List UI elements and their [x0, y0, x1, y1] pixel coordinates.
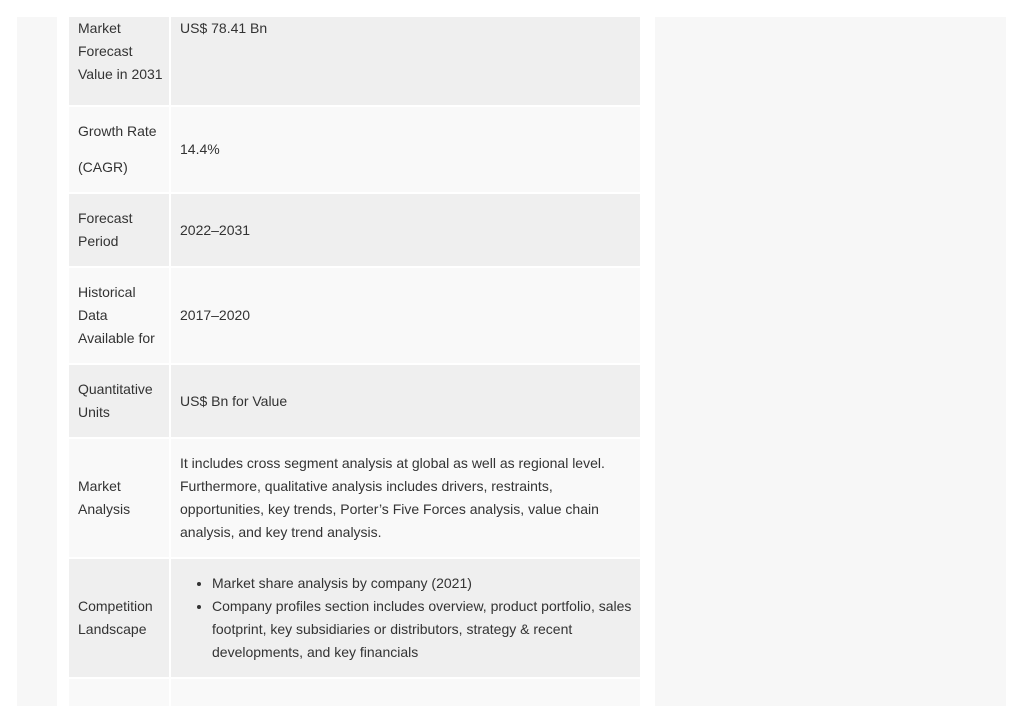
row-label: Forecast Period	[69, 193, 170, 267]
table-row	[69, 364, 640, 438]
right-sidebar	[655, 17, 1006, 706]
row-value	[170, 678, 640, 706]
table-row	[69, 267, 640, 364]
left-gutter	[17, 17, 57, 706]
row-label	[69, 106, 170, 193]
row-value: It includes cross segment analysis at global as well as regional level. Furthermore, qualitative analysis includes drivers, restraints, opportunities, key trends, Porter’s Five Forces analysis, value chain analysis, and key trend analysis.	[170, 438, 640, 558]
table-row	[69, 106, 640, 193]
row-label	[69, 678, 170, 706]
row-label: Market Analysis	[69, 438, 170, 558]
market-report-table	[69, 17, 640, 706]
row-value: US$ 78.41 Bn	[170, 17, 640, 106]
row-value: 2022–2031	[170, 193, 640, 267]
bullet-list	[180, 572, 634, 664]
row-value: US$ Bn for Value	[170, 364, 640, 438]
table-row	[69, 438, 640, 558]
list-item: • Market share analysis by company (2021)	[212, 572, 634, 595]
list-item: • Company profiles section includes overview, product portfolio, sales footprint, key subsidiaries or distributors, strategy & recent developments, and key financials	[212, 595, 634, 664]
row-label: Historical Data Available for	[69, 267, 170, 364]
table-row	[69, 193, 640, 267]
row-label-line: (CAGR)	[78, 159, 128, 175]
row-value: 2017–2020	[170, 267, 640, 364]
row-label: Market Forecast Value in 2031	[69, 17, 170, 106]
report-main-column	[57, 17, 644, 706]
table-row	[69, 678, 640, 706]
table-row	[69, 558, 640, 678]
row-value	[170, 558, 640, 678]
row-label: Competition Landscape	[69, 558, 170, 678]
row-label: Quantitative Units	[69, 364, 170, 438]
row-value: 14.4%	[170, 106, 640, 193]
table-row	[69, 17, 640, 106]
row-label-line: Growth Rate	[78, 123, 157, 139]
